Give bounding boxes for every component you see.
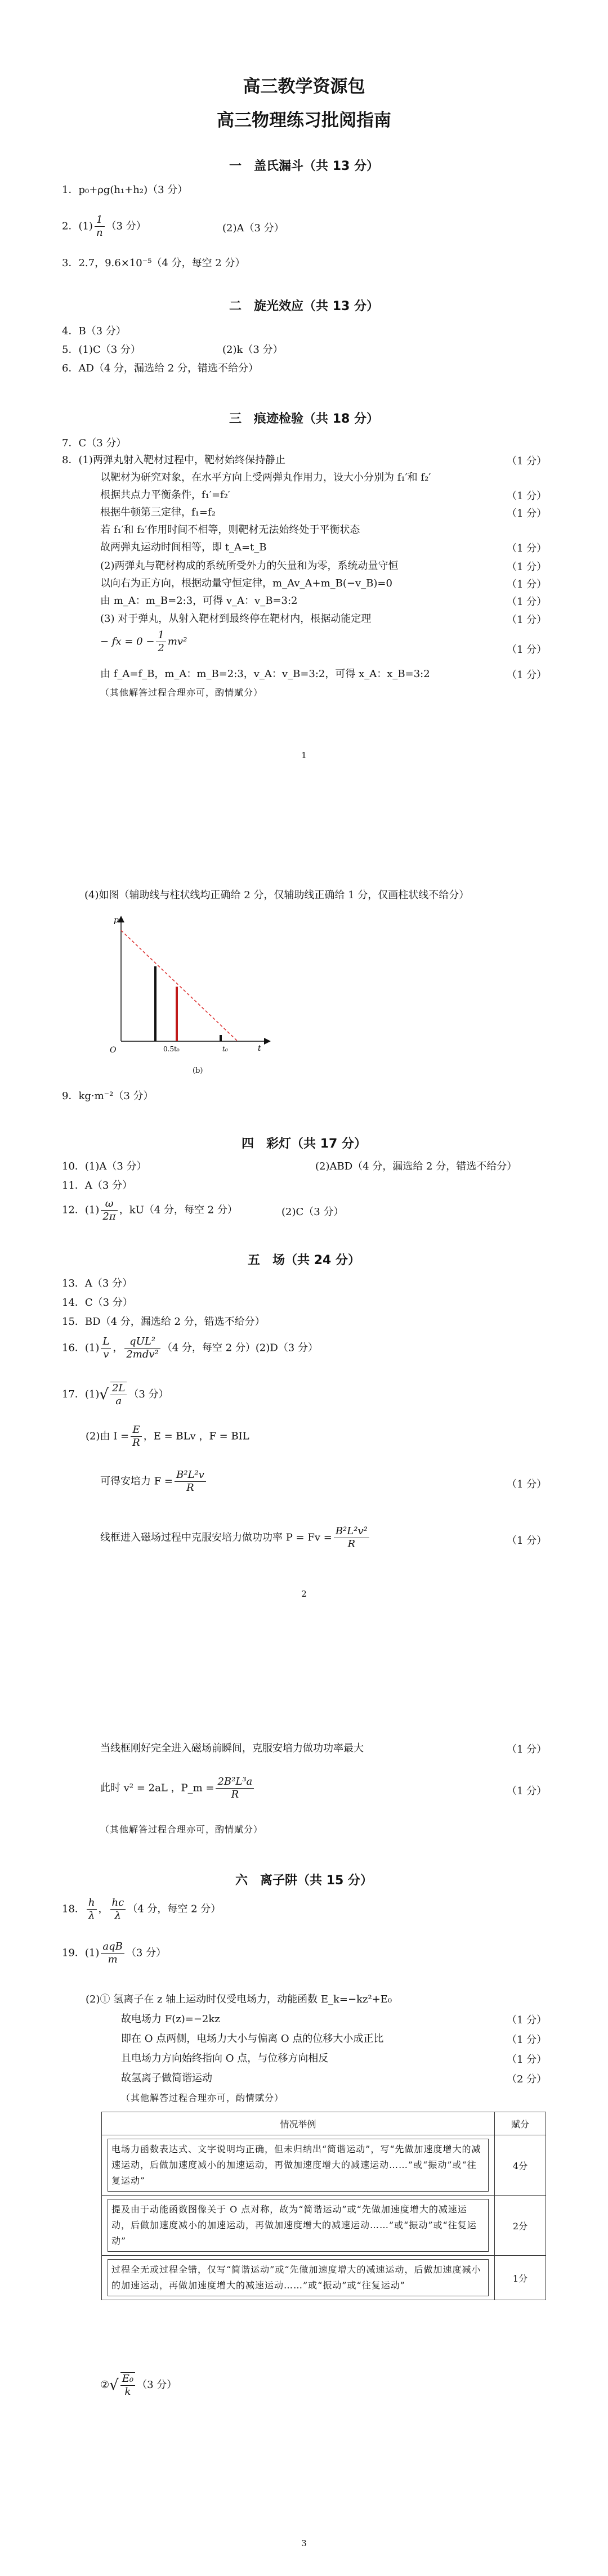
answer-q5: 5．(1)C（3 分） (62, 344, 141, 356)
answer-q19-line4: 即在 O 点两侧，电场力大小与偏离 O 点的位移大小成正比 (121, 2033, 384, 2045)
grading-rubric-table (101, 2112, 546, 2300)
answer-q6: 6．AD（4 分，漏选给 2 分，错选不给分） (62, 362, 258, 374)
page-number-3: 3 (301, 2538, 307, 2548)
score-q8-7: （1 分） (507, 561, 547, 573)
score-q19-3: （1 分） (507, 2014, 547, 2026)
score-q17-3: （1 分） (507, 1479, 547, 1490)
document-subtitle: 高三物理练习批阅指南 (217, 110, 391, 131)
answer-q16-sep: ， (113, 1342, 123, 1354)
score-q8-11: （1 分） (507, 644, 547, 656)
answer-q17-line6 (100, 1776, 256, 1801)
section-heading-5: 五 场（共 24 分） (248, 1253, 360, 1267)
auxiliary-dashed-line (121, 930, 238, 1041)
answer-q17-prefix: 17．(1) (62, 1388, 100, 1400)
answer-q12 (62, 1198, 238, 1223)
fraction-1-over-n (95, 214, 105, 239)
fraction-denominator: R (347, 1538, 356, 1550)
note-q19: （其他解答过程合理亦可，酌情赋分） (121, 2093, 284, 2103)
section-heading-6: 六 离子阱（共 15 分） (235, 1874, 373, 1888)
rubric-header-row (102, 2112, 546, 2135)
rubric-score-1: 4分 (495, 2135, 546, 2196)
answer-q8-line4: 根据牛顿第三定律，f₁=f₂ (100, 507, 216, 518)
answer-q17-score: （3 分） (128, 1388, 169, 1400)
fraction-sqrt-e0-over-k (120, 2372, 135, 2398)
answer-q11: 11．A（3 分） (62, 1180, 133, 1191)
score-q8-1: （1 分） (507, 455, 547, 467)
score-q8-6: （1 分） (507, 543, 547, 554)
fraction-denominator: n (96, 227, 103, 239)
answer-q18-prefix: 18． (62, 1903, 85, 1915)
fraction-denominator: R (186, 1482, 194, 1494)
answer-q8-line7: (2)两弹丸与靶材构成的系统所受外力的矢量和为零，系统动量守恒 (100, 560, 399, 572)
bar-red (176, 987, 178, 1041)
answer-q12-rest: ，kU（4 分，每空 2 分） (119, 1204, 238, 1216)
bar-black-short (220, 1035, 222, 1041)
score-q19-5: （1 分） (507, 2054, 547, 2066)
section-heading-2: 二 旋光效应（共 13 分） (229, 299, 379, 313)
fraction-numerator: B²L²v (175, 1469, 206, 1482)
answer-q19-part2 (100, 2372, 177, 2398)
score-q8-12: （1 分） (507, 669, 547, 681)
fraction-denominator: v (103, 1349, 109, 1360)
fraction-denominator: R (132, 1437, 140, 1449)
section-heading-1: 一 盖氏漏斗（共 13 分） (229, 159, 379, 173)
fraction-max-power (216, 1776, 254, 1801)
origin-label: O (110, 1046, 117, 1055)
answer-q8-line13: (4)如图（辅助线与柱状线均正确给 2 分，仅辅助线正确给 1 分，仅画柱状线不给分） (84, 889, 470, 901)
table-row (102, 2196, 546, 2256)
table-row (102, 2256, 546, 2300)
fraction-denominator: R (231, 1789, 239, 1800)
fraction-numerator: 1 (95, 214, 105, 227)
fraction-numerator: 1 (156, 629, 166, 642)
score-q17-4: （1 分） (507, 1535, 547, 1547)
bar-black-tall (154, 966, 157, 1041)
sqrt-sign: √ (99, 1386, 109, 1403)
fraction-h-over-lambda (87, 1897, 97, 1922)
score-q17-5: （1 分） (507, 1744, 547, 1755)
fraction-ampere-force (175, 1469, 206, 1494)
fraction-numerator: hc (110, 1897, 126, 1910)
answer-q19-line2: (2)① 氢离子在 z 轴上运动时仅受电场力，动能函数 E_k=−kz²+E₀ (86, 1993, 392, 2005)
fraction-denominator: 2mdv² (126, 1349, 159, 1360)
rubric-score-3: 1分 (495, 2256, 546, 2300)
fraction-denominator: a (115, 1395, 122, 1407)
answer-q16 (62, 1336, 318, 1361)
answer-q8-line10: (3) 对于弹丸，从射入靶材到最终停在靶材内，根据动能定理 (100, 613, 372, 625)
fraction-deflection (124, 1336, 160, 1361)
answer-q3: 3．2.7，9.6×10⁻⁵（4 分，每空 2 分） (62, 257, 245, 269)
answer-q2-prefix: 2．(1) (62, 220, 93, 232)
fraction-hc-over-lambda (110, 1897, 126, 1922)
answer-q10-part2: (2)ABD（4 分，漏选给 2 分，错选不给分） (315, 1161, 517, 1172)
answer-q17-line5: 当线框刚好完全进入磁场前瞬间，克服安培力做功功率最大 (100, 1742, 364, 1754)
fraction-numerator: 2B²L³a (216, 1776, 254, 1789)
rubric-score-2: 2分 (495, 2196, 546, 2256)
fraction-denominator: 2 (158, 642, 164, 654)
answer-q13: 13．A（3 分） (62, 1278, 133, 1289)
score-q8-9: （1 分） (507, 596, 547, 608)
answer-q16-rest: （4 分，每空 2 分）(2)D（3 分） (162, 1342, 318, 1354)
section-heading-4: 四 彩灯（共 17 分） (242, 1137, 366, 1151)
equation-lhs: − fx = 0 − (100, 635, 155, 648)
rubric-case-3: 过程全无或过程全错，仅写“简谐运动”或“先做加速度增大的减速运动，后做加速度减小的加速运动，再做加速度增大的减速运动……”或“振动”或“往复运动” (108, 2259, 489, 2296)
answer-q1: 1．p₀+ρg(h₁+h₂)（3 分） (62, 184, 188, 196)
answer-q18 (62, 1897, 221, 1922)
answer-q18-sep: ， (98, 1903, 109, 1915)
score-q8-4: （1 分） (507, 508, 547, 519)
answer-q7: 7．C（3 分） (62, 437, 127, 449)
answer-q16-prefix: 16．(1) (62, 1342, 100, 1354)
rubric-header-case: 情况举例 (102, 2112, 495, 2135)
page-number-1: 1 (301, 750, 307, 760)
impulse-graph (107, 915, 276, 1061)
answer-q2-part2: (2)A（3 分） (222, 222, 284, 234)
answer-q9: 9．kg·m⁻²（3 分） (62, 1090, 154, 1102)
section-heading-3: 三 痕迹检验（共 18 分） (229, 412, 379, 426)
score-q17-6: （1 分） (507, 1785, 547, 1797)
fraction-denominator: 2π (102, 1211, 116, 1222)
fraction-numerator: E₀ (120, 2373, 135, 2386)
rubric-case-2: 提及由于动能函数图像关于 O 点对称，故为“简谐运动”或“先做加速度增大的减速运动，后做加速度减小的加速运动，再做加速度增大的减速运动……”或“振动”或“往复运动” (108, 2199, 489, 2252)
answer-q19-part2-score: （3 分） (137, 2379, 177, 2391)
rubric-header-score: 赋分 (495, 2112, 546, 2135)
answer-q17-line4-a: 线框进入磁场过程中克服安培力做功功率 P = Fv = (100, 1531, 332, 1544)
score-q8-8: （1 分） (507, 579, 547, 590)
answer-q4: 4．B（3 分） (62, 325, 126, 337)
equation-rhs: mv² (167, 635, 187, 648)
fraction-numerator: B²L²v² (334, 1525, 369, 1538)
fraction-l-over-v (101, 1336, 111, 1361)
answer-q19-line6: 故氢离子做简谐运动 (121, 2072, 212, 2084)
answer-q19-prefix: 19．(1) (62, 1947, 100, 1959)
sqrt-sign: √ (109, 2377, 119, 2394)
answer-q2-score: （3 分） (106, 220, 146, 232)
answer-q8-line5: 若 f₁′和 f₂′作用时间不相等，则靶材无法始终处于平衡状态 (100, 524, 360, 536)
table-row (102, 2135, 546, 2196)
rubric-case-1: 电场力函数表达式、文字说明均正确，但未归纳出“简谐运动”，写“先做加速度增大的减速运动，后做加速度减小的加速运动，再做加速度增大的减速运动……”或“振动”或“往复运动” (108, 2139, 489, 2192)
document-title: 高三教学资源包 (243, 77, 365, 97)
answer-q19-line5: 且电场力方向始终指向 O 点，与位移方向相反 (121, 2053, 329, 2064)
answer-q8-line6: 故两弹丸运动时间相等，即 t_A=t_B (100, 541, 267, 553)
fraction-power (334, 1525, 369, 1551)
answer-q15: 15．BD（4 分，漏选给 2 分，错选不给分） (62, 1316, 265, 1328)
tick-half-t0: 0.5t₀ (163, 1045, 180, 1053)
answer-q17-line2-b: ，E = BLv ，F = BIL (143, 1430, 249, 1442)
fraction-omega-over-2pi (101, 1198, 117, 1223)
answer-q12-prefix: 12．(1) (62, 1204, 100, 1216)
fraction-numerator: 2L (110, 1382, 127, 1395)
fraction-numerator: qUL² (124, 1336, 160, 1349)
score-q8-10: （1 分） (507, 614, 547, 626)
fraction-numerator: L (101, 1336, 111, 1349)
answer-q5-part2: (2)k（3 分） (222, 344, 283, 356)
fraction-denominator: k (124, 2386, 131, 2398)
answer-q8-line2: 以靶材为研究对象，在水平方向上受两弹丸作用力，设大小分别为 f₁′和 f₂′ (100, 472, 431, 483)
answer-q8-line8: 以向右为正方向，根据动量守恒定律，m_Av_A+m_B(−v_B)=0 (100, 577, 392, 589)
fraction-sqrt-2l-over-a (110, 1382, 127, 1408)
note-q17: （其他解答过程合理亦可，酌情赋分） (100, 1824, 263, 1835)
fraction-e-over-r (131, 1424, 142, 1449)
graph-caption: (b) (193, 1067, 203, 1075)
answer-q17-line6-a: 此时 v² = 2aL ，P_m = (100, 1782, 214, 1794)
circled-2: ② (100, 2379, 110, 2391)
score-q8-3: （1 分） (507, 490, 547, 502)
answer-q19-line3: 故电场力 F(z)=−2kz (121, 2013, 220, 2025)
answer-q8-line9: 由 m_A：m_B=2:3，可得 v_A：v_B=3:2 (100, 595, 298, 607)
page-number-2: 2 (301, 1589, 307, 1599)
fraction-numerator: E (131, 1424, 142, 1437)
answer-q17-line2 (86, 1424, 249, 1449)
answer-q17-line4 (100, 1525, 371, 1551)
answer-q8-line3: 根据共点力平衡条件，f₁′=f₂′ (100, 489, 231, 501)
note-q8: （其他解答过程合理亦可，酌情赋分） (100, 687, 263, 698)
answer-q12-part2: (2)C（3 分） (281, 1206, 344, 1218)
tick-t0: t₀ (222, 1045, 228, 1053)
y-axis-label: p (114, 916, 119, 925)
answer-q8-equation (100, 629, 187, 655)
fraction-denominator: m (108, 1954, 118, 1965)
answer-q17-line2-a: (2)由 I = (86, 1430, 129, 1442)
answer-q17-line3-a: 可得安培力 F = (100, 1475, 173, 1488)
fraction-half (156, 629, 166, 655)
fraction-numerator: aqB (101, 1941, 124, 1954)
answer-q2 (62, 214, 146, 239)
fraction-aqb-over-m (101, 1941, 124, 1966)
answer-q17 (62, 1382, 169, 1408)
fraction-denominator: λ (114, 1910, 122, 1921)
answer-q10: 10．(1)A（3 分） (62, 1161, 147, 1172)
answer-q8-line12: 由 f_A=f_B，m_A：m_B=2:3，v_A：v_B=3:2，可得 x_A：x_B=3:2 (100, 668, 430, 680)
answer-q19 (62, 1941, 166, 1966)
score-q19-6: （2 分） (507, 2073, 547, 2085)
x-axis-label: t (258, 1044, 261, 1053)
answer-q19-score: （3 分） (126, 1947, 167, 1959)
answer-q17-line3 (100, 1469, 208, 1494)
answer-q14: 14．C（3 分） (62, 1297, 133, 1309)
fraction-numerator: h (87, 1897, 97, 1910)
fraction-numerator: ω (101, 1198, 117, 1211)
score-q19-4: （1 分） (507, 2034, 547, 2046)
answer-q8-line1: 8．(1)两弹丸射入靶材过程中，靶材始终保持静止 (62, 454, 285, 466)
answer-q18-rest: （4 分，每空 2 分） (127, 1903, 221, 1915)
fraction-denominator: λ (88, 1910, 95, 1921)
